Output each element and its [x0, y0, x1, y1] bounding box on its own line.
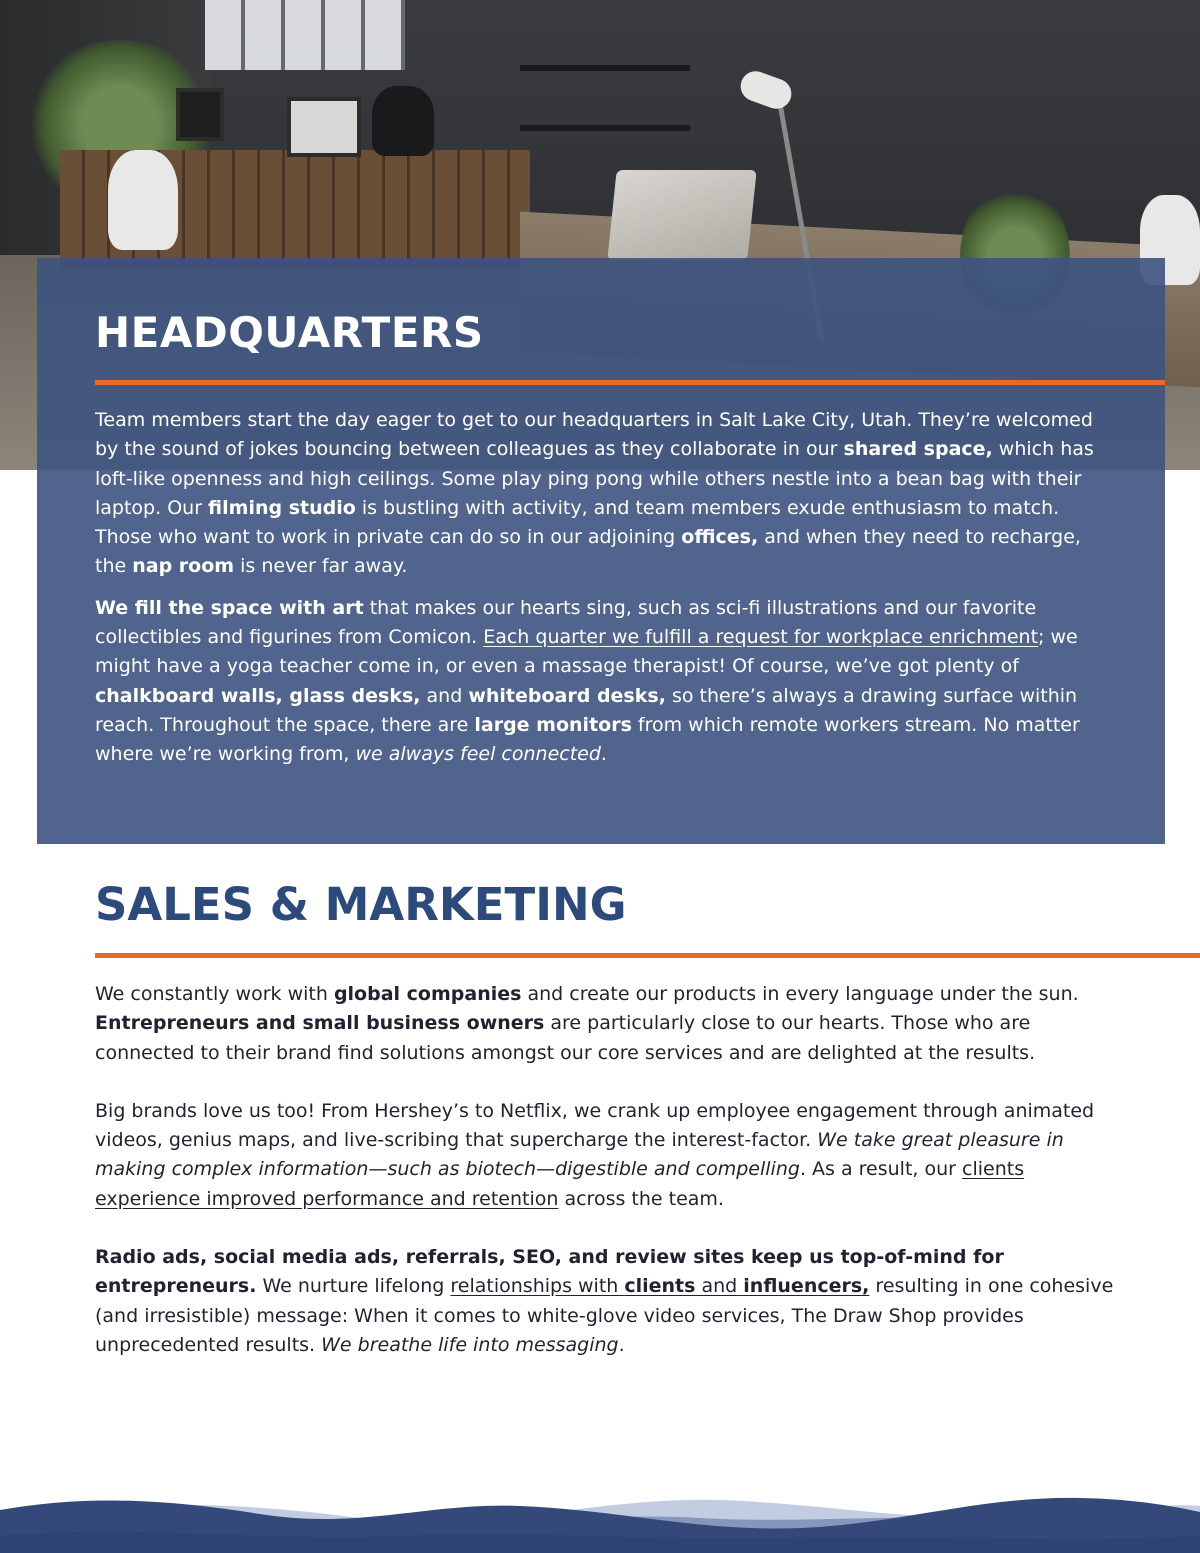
sales-marketing-divider: [95, 953, 1200, 958]
headquarters-divider: [95, 380, 1165, 385]
sales-marketing-paragraph-2: [95, 1097, 1125, 1214]
text-run[interactable]: clients: [624, 1275, 696, 1298]
text-run[interactable]: and: [695, 1275, 744, 1298]
text-run: resulting in one cohesive (and irresistible) message: When it comes to white-glove video services, The Draw Shop provides unprecedented results.: [95, 1275, 1114, 1356]
text-run[interactable]: Each quarter we fulfill a request for workplace enrichment: [483, 626, 1039, 649]
text-run: Team members start the day eager to get to our headquarters in Salt Lake City, Utah. They’re welcomed by the sound of jokes bouncing between colleagues as they collaborate in our: [95, 409, 1093, 461]
headquarters-title: HEADQUARTERS: [95, 308, 484, 357]
hero-office-chair: [372, 86, 434, 156]
text-run: offices,: [681, 526, 759, 549]
text-run[interactable]: influencers,: [743, 1275, 870, 1298]
headquarters-paragraph-1: [95, 406, 1105, 582]
text-run: We take great pleasure in making complex information—such as biotech—digestible and compelling: [95, 1129, 1064, 1181]
text-run: filming studio: [208, 496, 356, 519]
text-run: shared space,: [843, 438, 993, 461]
text-run: from which remote workers stream. No matter where we’re working from,: [95, 713, 1080, 766]
text-run: are particularly close to our hearts. Those who are connected to their brand find solutions amongst our core services and are delighted at the results.: [95, 1012, 1036, 1064]
text-run: We fill the space with art: [95, 596, 364, 619]
hero-white-chair: [108, 150, 178, 250]
hero-monitor-center: [287, 97, 361, 157]
sales-marketing-paragraph-3: [95, 1243, 1125, 1360]
text-run: which has loft-like openness and high ceilings. Some play ping pong while others nestle into a bean bag with their laptop. Our: [95, 438, 1094, 519]
text-run[interactable]: clients experience improved performance and retention: [95, 1158, 1025, 1210]
sales-marketing-paragraph-1: [95, 980, 1125, 1068]
text-run: Big brands love us too! From Hershey’s to Netflix, we crank up employee engagement through animated videos, genius maps, and live-scribing that supercharge the interest-factor.: [95, 1099, 1095, 1152]
text-run: ; we might have a yoga teacher come in, or even a massage therapist! Of course, we’ve got plenty of: [95, 626, 1078, 678]
headquarters-paragraph-2: [95, 594, 1105, 770]
text-run: Radio ads, social media ads, referrals, SEO, and review sites keep us top-of-mind for entrepreneurs.: [95, 1246, 1004, 1298]
hero-monitor-left: [176, 88, 224, 141]
hero-shelf: [520, 65, 690, 71]
hero-laptop: [607, 170, 756, 260]
text-run: global companies: [333, 983, 522, 1005]
text-run: . As a result, our: [799, 1158, 963, 1181]
sales-marketing-title: SALES & MARKETING: [95, 878, 627, 931]
headquarters-body: [95, 406, 1105, 782]
text-run: across the team.: [558, 1187, 724, 1210]
text-run: We nurture lifelong: [256, 1275, 451, 1298]
text-run: and create our products in every language under the sun.: [521, 983, 1079, 1005]
text-run: is bustling with activity, and team members exude enthusiasm to match. Those who want to work in private can do so in our adjoining: [95, 496, 1060, 549]
text-run: and: [420, 684, 469, 707]
hero-shelf-lower: [520, 125, 690, 131]
hero-window: [205, 0, 405, 70]
sales-marketing-body: [95, 980, 1125, 1389]
headquarters-panel: [37, 258, 1165, 844]
text-run: is never far away.: [234, 555, 408, 578]
text-run: We constantly work with: [95, 983, 334, 1005]
text-run: nap room: [132, 555, 235, 578]
text-run: .: [618, 1333, 625, 1356]
text-run: and when they need to recharge, the: [95, 526, 1081, 578]
text-run: so there’s always a drawing surface within reach. Throughout the space, there are: [95, 684, 1078, 736]
text-run[interactable]: relationships with: [450, 1275, 625, 1298]
text-run: we always feel connected: [355, 743, 601, 766]
text-run: .: [600, 743, 607, 766]
text-run: large monitors: [474, 713, 632, 736]
footer-waves: [0, 1480, 1200, 1553]
text-run: whiteboard desks,: [468, 684, 666, 707]
text-run: chalkboard walls, glass desks,: [95, 684, 421, 707]
text-run: Entrepreneurs and small business owners: [95, 1012, 545, 1035]
text-run: that makes our hearts sing, such as sci-fi illustrations and our favorite collectibles and figurines from Comicon.: [95, 596, 1037, 649]
hero-lamp-head: [736, 67, 795, 113]
text-run: We breathe life into messaging: [321, 1333, 619, 1356]
